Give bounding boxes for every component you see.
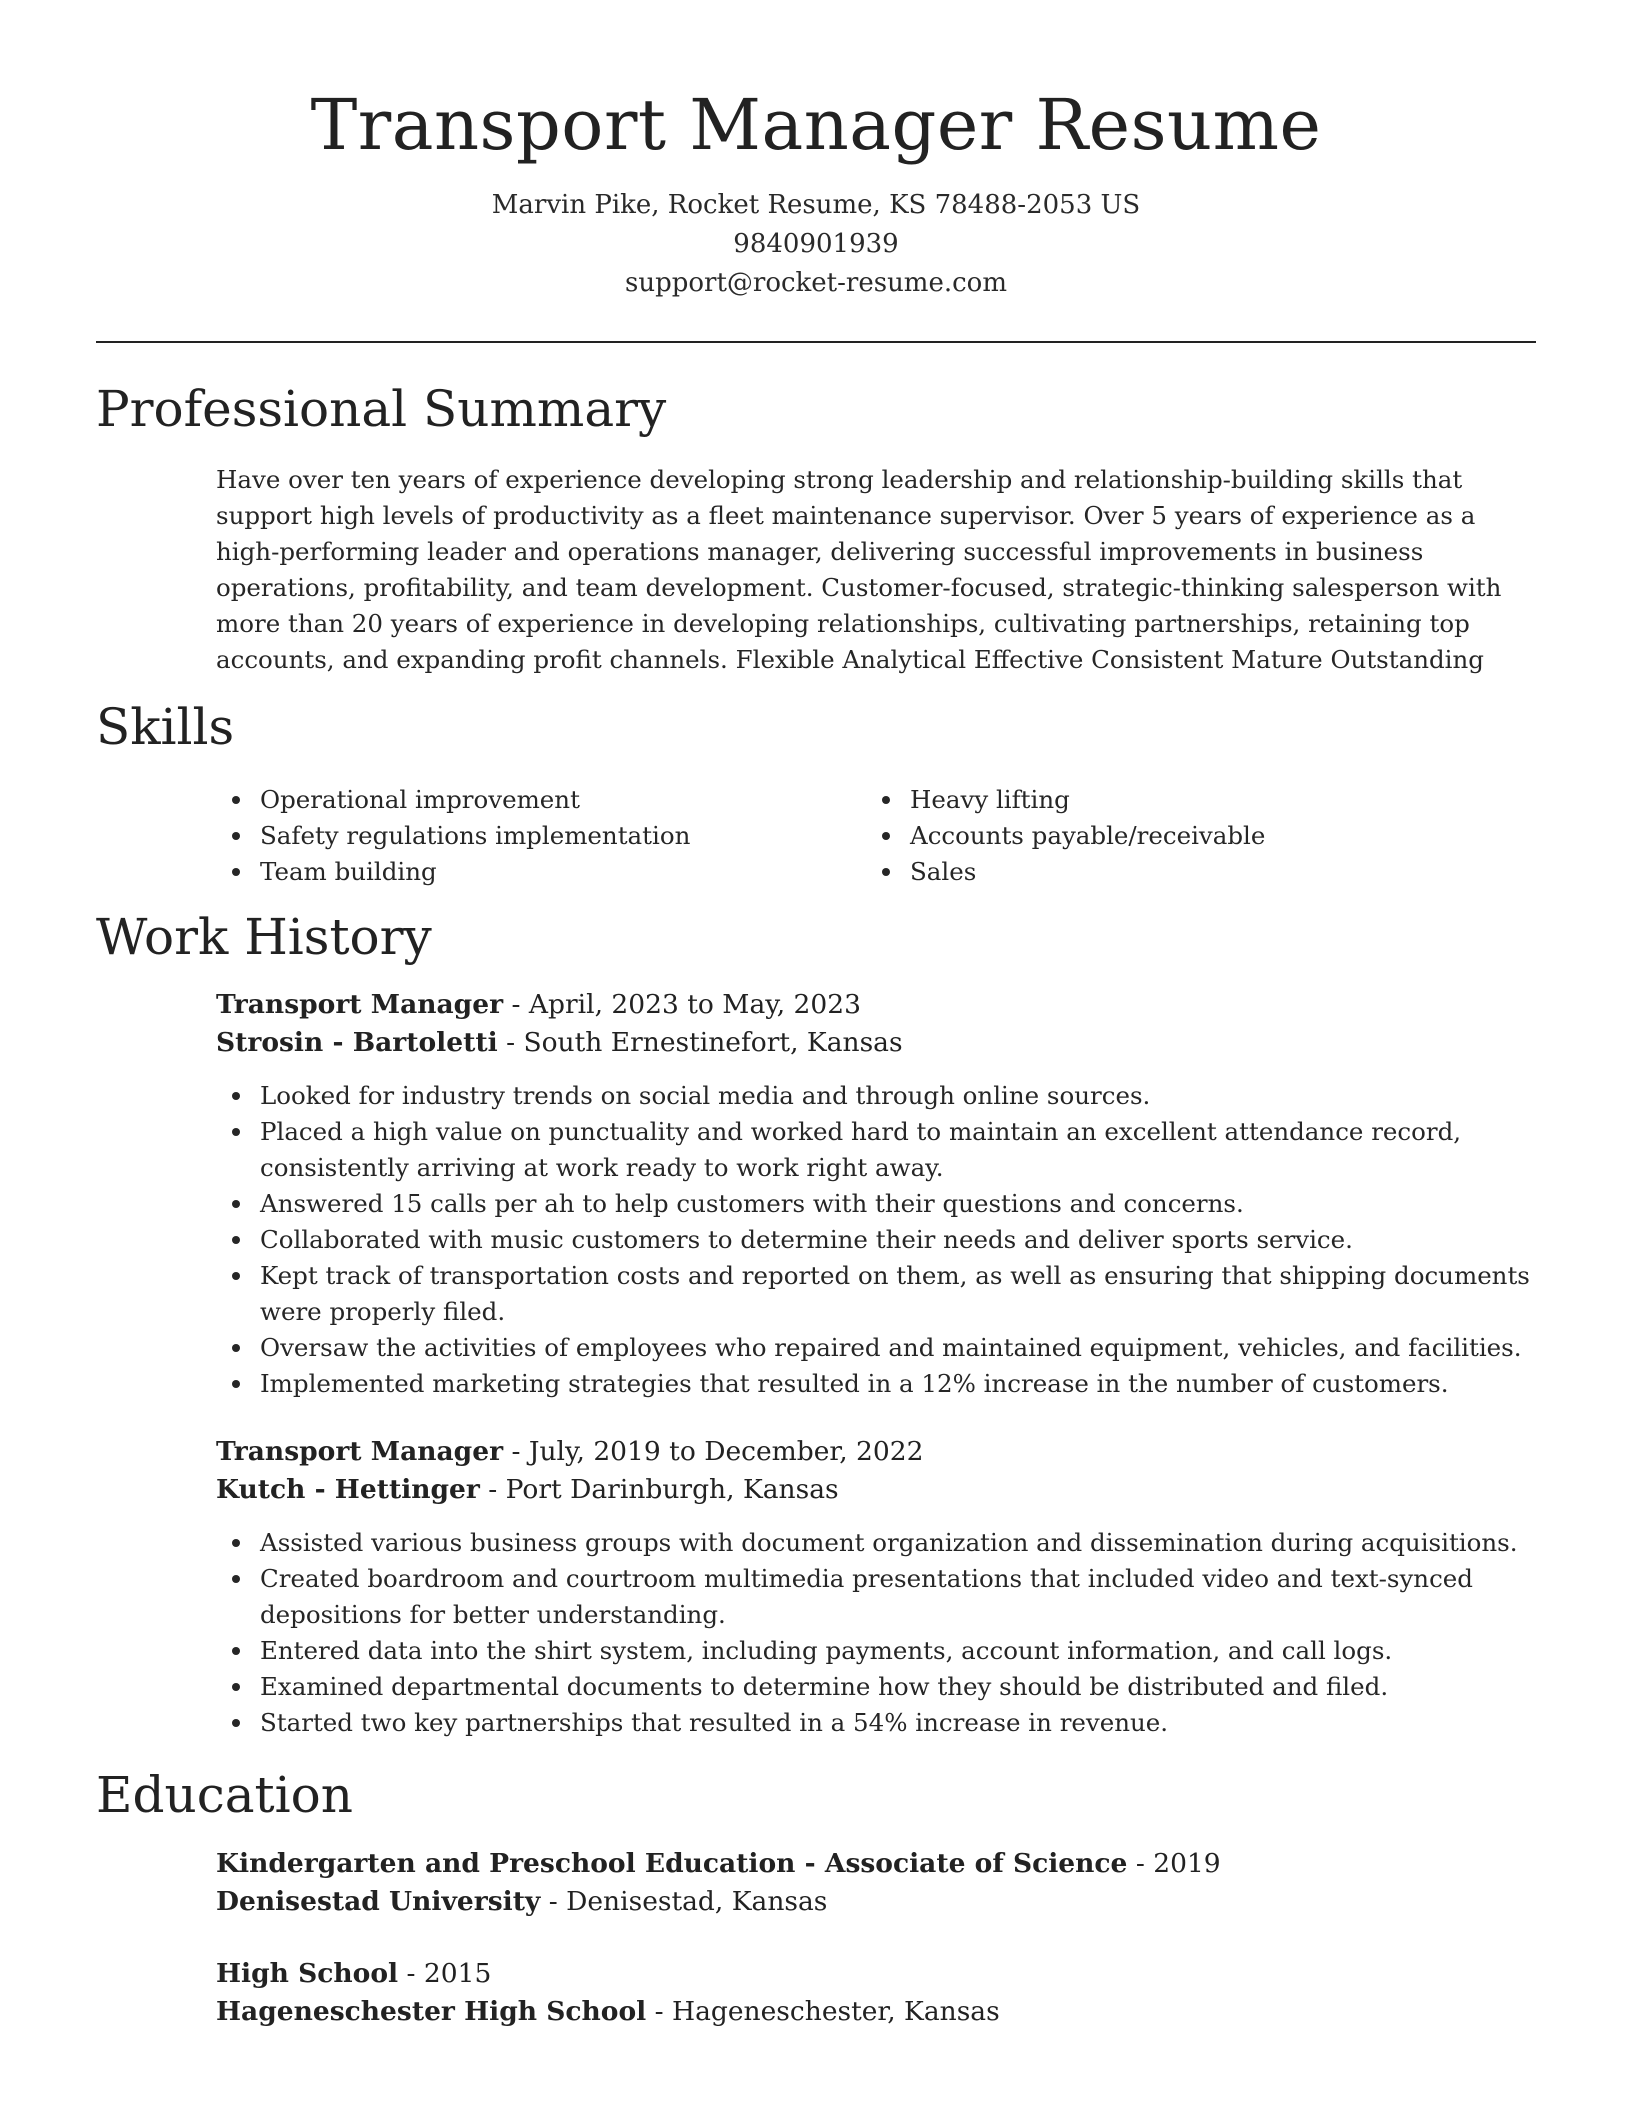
- job-title-line: [216, 1433, 1536, 1471]
- education-degree: Kindergarten and Preschool Education - Associate of Science: [216, 1848, 1128, 1879]
- job-dates: - April, 2023 to May, 2023: [503, 989, 861, 1020]
- job-bullet: Placed a high value on punctuality and worked hard to maintain an excellent attendance record, consistently arriving at work ready to work right away.: [216, 1114, 1536, 1186]
- job-bullet: Kept track of transportation costs and reported on them, as well as ensuring that shipping documents were properly filed.: [216, 1258, 1536, 1330]
- job-location: - Port Darinburgh, Kansas: [479, 1474, 839, 1505]
- job-company: Strosin - Bartoletti: [216, 1027, 498, 1058]
- job-company: Kutch - Hettinger: [216, 1474, 480, 1505]
- education-year: - 2019: [1127, 1848, 1221, 1879]
- education-degree-line: [216, 1845, 1536, 1883]
- job-company-line: [216, 1024, 1536, 1062]
- job-bullet: Answered 15 calls per ah to help customers with their questions and concerns.: [216, 1186, 1536, 1222]
- job-bullet: Assisted various business groups with document organization and dissemination during acquisitions.: [216, 1525, 1536, 1561]
- skill-item: Sales: [866, 854, 1516, 890]
- education-location: - Denisestad, Kansas: [540, 1886, 828, 1917]
- job-title: Transport Manager: [216, 1436, 504, 1467]
- job-bullet: Entered data into the shirt system, including payments, account information, and call logs.: [216, 1633, 1536, 1669]
- education-school: Hageneschester High School: [216, 1996, 647, 2027]
- job-bullet: Collaborated with music customers to determine their needs and deliver sports service.: [216, 1222, 1536, 1258]
- job-location: - South Ernestinefort, Kansas: [497, 1027, 903, 1058]
- job-bullets: [216, 1525, 1536, 1741]
- contact-address: Marvin Pike, Rocket Resume, KS 78488-2053 US: [491, 190, 1141, 220]
- education-year: - 2015: [398, 1958, 492, 1989]
- education-entry: [216, 1955, 1536, 2031]
- contact-info: [0, 186, 1632, 303]
- summary-heading: Professional Summary: [96, 380, 667, 438]
- job-company-line: [216, 1471, 1536, 1509]
- job-entry: [216, 1433, 1536, 1741]
- job-dates: - July, 2019 to December, 2022: [503, 1436, 924, 1467]
- job-bullet: Examined departmental documents to determine how they should be distributed and filed.: [216, 1669, 1536, 1705]
- job-bullet: Oversaw the activities of employees who repaired and maintained equipment, vehicles, and facilities.: [216, 1330, 1536, 1366]
- resume-title: Transport Manager Resume: [310, 84, 1322, 166]
- skill-item: Team building: [216, 854, 866, 890]
- resume-header: [0, 80, 1632, 303]
- job-bullet: Implemented marketing strategies that resulted in a 12% increase in the number of customers.: [216, 1366, 1536, 1402]
- job-bullet: Created boardroom and courtroom multimedia presentations that included video and text-synced depositions for better understanding.: [216, 1561, 1536, 1633]
- job-bullet: Looked for industry trends on social media and through online sources.: [216, 1078, 1536, 1114]
- skill-item: Operational improvement: [216, 782, 866, 818]
- education-heading: Education: [96, 1766, 353, 1824]
- summary-text: Have over ten years of experience developing strong leadership and relationship-building skills that support high levels of productivity as a fleet maintenance supervisor. Over 5 years of experience as a high-performing leader and operations manager, delivering successful improvements in business operations, profitability, and team development. Customer-focused, strategic-thinking salesperson with more than 20 years of experience in developing relationships, cultivating partnerships, retaining top accounts, and expanding profit channels. Flexible Analytical Effective Consistent Mature Outstanding: [216, 465, 1502, 674]
- contact-email: support@rocket-resume.com: [624, 268, 1007, 298]
- education-degree-line: [216, 1955, 1536, 1993]
- skill-item: Accounts payable/receivable: [866, 818, 1516, 854]
- header-divider: [96, 341, 1536, 343]
- education-entry: [216, 1845, 1536, 1921]
- education-location: - Hageneschester, Kansas: [646, 1996, 1000, 2027]
- job-bullet: Started two key partnerships that resulted in a 54% increase in revenue.: [216, 1705, 1536, 1741]
- skills-column-left: [216, 782, 866, 890]
- work-history-heading: Work History: [96, 908, 432, 966]
- skills-heading: Skills: [96, 698, 235, 756]
- education-school: Denisestad University: [216, 1886, 541, 1917]
- skill-item: Heavy lifting: [866, 782, 1516, 818]
- skills-column-right: [866, 782, 1516, 890]
- skills-list: [216, 782, 1536, 890]
- job-title-line: [216, 986, 1536, 1024]
- education-school-line: [216, 1883, 1536, 1921]
- contact-phone: 9840901939: [733, 229, 899, 259]
- skill-item: Safety regulations implementation: [216, 818, 866, 854]
- job-entry: [216, 986, 1536, 1402]
- education-degree: High School: [216, 1958, 399, 1989]
- job-bullets: [216, 1078, 1536, 1402]
- job-title: Transport Manager: [216, 989, 504, 1020]
- education-school-line: [216, 1993, 1536, 2031]
